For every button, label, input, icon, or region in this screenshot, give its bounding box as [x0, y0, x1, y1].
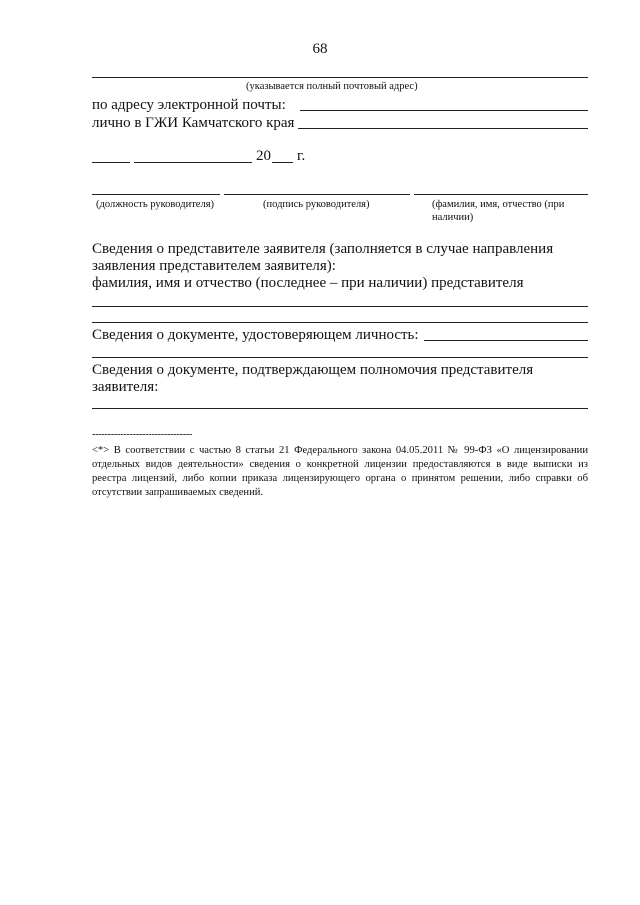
date-year-field[interactable]: [272, 162, 293, 163]
page-number: 68: [312, 41, 328, 57]
representative-name-field[interactable]: [92, 306, 588, 307]
authority-document-label-line2: заявителя:: [92, 379, 159, 395]
fio-field[interactable]: [414, 194, 588, 195]
representative-name-label: фамилия, имя и отчество (последнее – при наличии) представителя: [92, 275, 524, 291]
identity-document-field[interactable]: [424, 340, 588, 341]
position-field[interactable]: [92, 194, 220, 195]
personal-delivery-field[interactable]: [298, 128, 588, 129]
date-year-suffix: г.: [297, 148, 306, 164]
postal-address-field[interactable]: [92, 77, 588, 78]
date-month-field[interactable]: [134, 162, 252, 163]
date-year-prefix: 20: [256, 148, 271, 164]
date-day-field[interactable]: [92, 162, 130, 163]
fio-caption-line2: наличии): [432, 212, 474, 223]
signature-field[interactable]: [224, 194, 410, 195]
email-field[interactable]: [300, 110, 588, 111]
authority-document-field[interactable]: [92, 408, 588, 409]
footnote-text: <*> В соответствии с частью 8 статьи 21 Федерального закона 04.05.2011 № 99-ФЗ «О лицензировании отдельных видов деятельности» сведения о конкретной лицензии предоставляются в виде выписки из реестра лицензий, либо копии приказа лицензирующего органа о принятом решении, либо справки об отсутствии запрашиваемых сведений.: [92, 445, 588, 498]
fio-caption-line1: (фамилия, имя, отчество (при: [432, 199, 565, 210]
representative-heading-line2: заявления представителем заявителя):: [92, 258, 336, 274]
representative-heading-line1: Сведения о представителе заявителя (заполняется в случае направления: [92, 241, 554, 257]
position-caption: (должность руководителя): [96, 199, 215, 210]
postal-address-caption: (указывается полный почтовый адрес): [246, 81, 418, 92]
footnote-separator: --------------------------------: [92, 429, 193, 440]
representative-name-field-2[interactable]: [92, 322, 588, 323]
authority-document-label-line1: Сведения о документе, подтверждающем полномочия представителя: [92, 362, 534, 378]
personal-delivery-label: лично в ГЖИ Камчатского края: [92, 115, 295, 131]
identity-document-label: Сведения о документе, удостоверяющем личность:: [92, 327, 419, 343]
email-label: по адресу электронной почты:: [92, 97, 286, 113]
identity-document-field-2[interactable]: [92, 357, 588, 358]
signature-caption: (подпись руководителя): [263, 199, 370, 210]
